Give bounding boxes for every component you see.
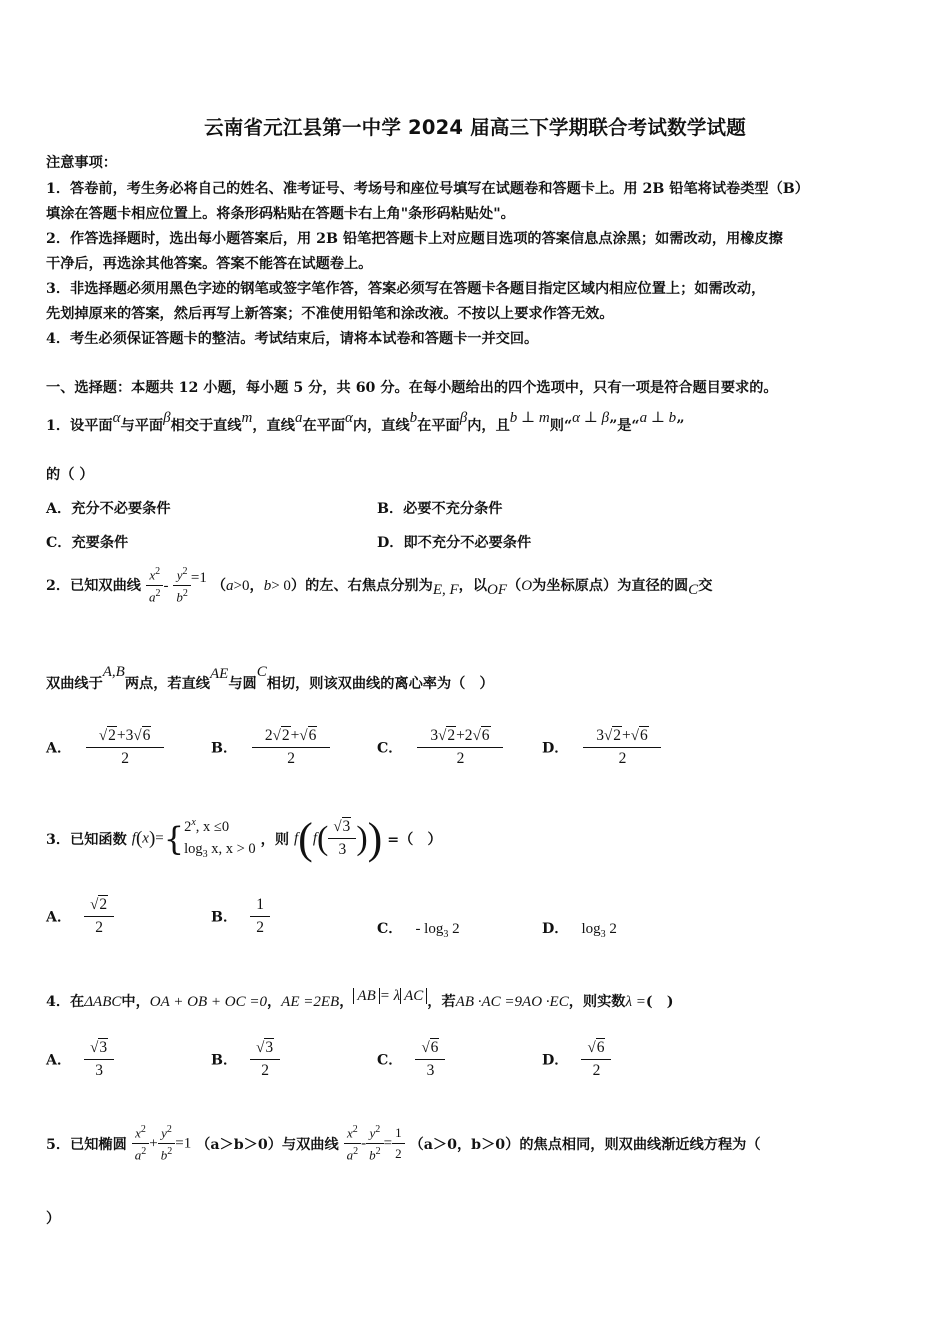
q2-option-label: B．: [211, 740, 238, 757]
q4-text: ，则实数: [568, 994, 626, 1010]
q5-eq: =1: [175, 1135, 192, 1152]
page-title: 云南省元江县第一中学 2024 届高三下学期联合考试数学试题: [204, 116, 746, 139]
q4-abs-ac: AC: [400, 988, 427, 1004]
q4-option-a[interactable]: [46, 1039, 114, 1080]
q2-gt0: > 0: [271, 577, 291, 594]
q3-option-a-frac: $\frac{√2}{2}$: [84, 896, 114, 937]
q1-text: 相交于直线: [170, 418, 242, 434]
q1-text: 与平面: [120, 418, 164, 434]
q2-option-c-frac: $\frac{3√2+2√6}{2}$: [417, 727, 503, 768]
q3-option-label: A．: [46, 909, 72, 926]
question-4-stem: [46, 988, 673, 1011]
q4-text: ，: [266, 994, 282, 1010]
q5-plus: +: [149, 1135, 158, 1152]
q2-AE: AE: [209, 666, 229, 682]
q5-text: （a＞0，b＞0）的焦点相同，则双曲线渐近线方程为（: [409, 1136, 761, 1153]
q3-text: ，则: [260, 831, 290, 848]
q4-triangle: ΔABC: [84, 994, 122, 1010]
question-5-stem: [46, 1124, 761, 1164]
q2-text: 2．已知双曲线: [46, 577, 141, 594]
q2-frac-y: $\frac{y^2}{b^2}$: [173, 566, 191, 606]
q4-text: 4．在: [46, 994, 85, 1010]
q3-option-d-value: $\log_3 2$: [581, 921, 617, 940]
q1-text: ，直线: [252, 418, 295, 434]
q1-text: 1．设平面: [46, 418, 113, 434]
q3-option-d[interactable]: [542, 918, 617, 940]
q3-option-label: B．: [211, 909, 238, 926]
q2-option-b-frac: $\frac{2√2+√6}{2}$: [252, 727, 330, 768]
q2-a: a: [226, 577, 234, 594]
q1-beta: β: [459, 410, 468, 426]
q1-option-c[interactable]: C．充要条件: [46, 535, 129, 551]
q4-vector-sum: OA + OB + OC =0: [149, 994, 267, 1010]
q2-y: y: [176, 567, 183, 583]
q1-option-a[interactable]: A．充分不必要条件: [46, 501, 171, 517]
q4-option-label: B．: [211, 1052, 238, 1069]
q2-minus: -: [163, 577, 169, 594]
q1-text: 则“: [549, 418, 573, 434]
q2-text: 与圆: [228, 676, 257, 692]
q5-half: $\frac{1}{2}$: [392, 1125, 405, 1162]
q2-x: x: [149, 567, 156, 583]
q2-option-d[interactable]: [542, 727, 661, 768]
notice-line-2a: 2．作答选择题时，选出每小题答案后，用 2B 铅笔把答题卡上对应题目选项的答案信息点涂黑；如需改动，用橡皮擦: [46, 231, 783, 247]
q2-option-label: D．: [542, 740, 569, 757]
q4-option-c-frac: $\frac{√6}{3}$: [415, 1039, 445, 1080]
q2-E: E: [432, 581, 442, 598]
q2-stem-line2: [46, 664, 494, 693]
q2-gt0: >0: [233, 577, 250, 594]
q2-text: 双曲线于: [46, 676, 103, 692]
q4-option-d[interactable]: [542, 1039, 611, 1080]
question-2-stem: 2．已知双曲线 $\frac{x^2}{a^2}$ - $\frac{y^2}{b^2}$ =1 （a>0，b> 0）的左、右焦点分别为E, F，以OF（O为坐标原点）为直径的圆C交: [46, 566, 713, 605]
q2-F: F: [449, 581, 459, 598]
q3-option-label: D．: [542, 921, 569, 937]
q1-beta: β: [163, 410, 171, 426]
notice-heading: 注意事项：: [46, 155, 117, 171]
q3-option-b[interactable]: [211, 896, 270, 937]
notice-line-3b: 先划掉原来的答案，然后再写上新答案；不准使用铅笔和涂改液。不按以上要求作答无效。: [46, 306, 614, 322]
q2-text: 两点，若直线: [124, 676, 210, 692]
q4-option-label: C．: [377, 1052, 403, 1069]
q4-lambda: = λ: [379, 988, 401, 1004]
q1-stem-end: 的（ ）: [46, 467, 94, 483]
q1-a-perp-b: a ⊥ b: [639, 410, 677, 426]
q1-b-perp-m: b ⊥ m: [509, 410, 550, 426]
q3-option-c-value: - $\log_3 2$: [415, 921, 460, 940]
q2-AB: A,B: [102, 664, 125, 680]
q3-frac: $\frac{√3}{3}$: [328, 818, 356, 859]
q1-alpha: α: [345, 410, 353, 426]
q4-text: 中，: [121, 994, 150, 1010]
q1-b: b: [409, 410, 418, 426]
q3-x: x: [142, 830, 149, 847]
q4-option-c[interactable]: [377, 1039, 445, 1080]
q2-option-c[interactable]: [377, 727, 503, 768]
q4-option-d-frac: $\frac{√6}{2}$: [581, 1039, 611, 1080]
q5-hyperbola-frac-y: $\frac{y^2}{b^2}$: [366, 1124, 384, 1164]
notice-line-4: 4．考生必须保证答题卡的整洁。考试结束后，请将本试卷和答题卡一并交回。: [46, 331, 539, 347]
q2-eq: =1: [190, 569, 207, 586]
q5-ellipse-frac-x: $\frac{x^2}{a^2}$: [132, 1124, 150, 1164]
q2-a: a: [148, 589, 156, 605]
q4-option-b-frac: $\frac{√3}{2}$: [250, 1039, 280, 1080]
q1-option-d[interactable]: D．即不充分不必要条件: [377, 535, 532, 551]
q5-text: （a＞b＞0）与双曲线: [196, 1136, 339, 1153]
q3-option-a[interactable]: [46, 896, 114, 937]
q4-option-a-frac: $\frac{√3}{3}$: [84, 1039, 114, 1080]
q3-eq: =: [155, 830, 164, 847]
q4-dot-product: AB ·AC =9AO ·EC: [455, 994, 569, 1010]
q2-option-b[interactable]: [211, 727, 330, 768]
q1-text: ”是“: [609, 418, 640, 434]
q3-f: f: [312, 830, 317, 847]
q4-text: ，若: [427, 994, 456, 1010]
q2-option-d-frac: $\frac{3√2+√6}{2}$: [583, 727, 661, 768]
q1-text: 在平面: [417, 418, 460, 434]
q3-option-label: C．: [377, 921, 403, 937]
q5-eq: =: [383, 1135, 393, 1152]
q2-option-a[interactable]: [46, 727, 164, 768]
q2-text: （: [211, 577, 227, 594]
q2-OF: OF: [487, 581, 508, 598]
notice-line-1a: 1．答卷前，考生务必将自己的姓名、准考证号、考场号和座位号填写在试题卷和答题卡上。用 2B 铅笔将试卷类型（B）: [46, 181, 809, 197]
q2-b: b: [263, 577, 272, 594]
q4-option-label: D．: [542, 1052, 569, 1069]
q4-abs-ab: AB: [353, 988, 379, 1004]
q3-option-b-frac: $\frac{1}{2}$: [250, 896, 270, 937]
q1-alpha: α: [112, 410, 121, 426]
notice-line-3a: 3．非选择题必须用黑色字迹的钢笔或签字笔作答，答案必须写在答题卡各题目指定区域内相应位置上；如需改动，: [46, 281, 766, 297]
q1-text: 内，且: [467, 418, 510, 434]
q1-m: m: [241, 410, 253, 426]
q2-O: O: [521, 577, 533, 594]
q1-a: a: [294, 410, 303, 426]
q2-C: C: [688, 581, 699, 598]
q4-text: ( ): [645, 994, 674, 1010]
q4-option-b[interactable]: [211, 1039, 280, 1080]
q5-text: 5．已知椭圆: [46, 1136, 127, 1153]
q2-option-label: C．: [377, 740, 403, 757]
q3-option-c[interactable]: [377, 918, 460, 940]
notice-line-2b: 干净后，再选涂其他答案。答案不能答在试题卷上。: [46, 256, 373, 272]
q4-ae: AE =2EB: [281, 994, 340, 1010]
q2-text: 交: [698, 577, 713, 594]
q2-text: ，以: [458, 577, 488, 594]
q3-text: =（ ）: [387, 831, 442, 848]
q2-frac-x: $\frac{x^2}{a^2}$: [146, 566, 164, 606]
q2-text: 为坐标原点）为直径的圆: [532, 577, 689, 594]
q2-C: C: [256, 664, 267, 680]
q3-text: 3．已知函数: [46, 831, 127, 848]
q5-close-paren: ）: [46, 1211, 61, 1227]
q3-f: f: [131, 830, 136, 847]
q2-text: ，: [249, 577, 264, 594]
q1-alpha-perp-beta: α ⊥ β: [572, 410, 610, 426]
q2-b: b: [176, 589, 183, 605]
notice-line-1b: 填涂在答题卡相应位置上。将条形码粘贴在答题卡右上角"条形码粘贴处"。: [46, 206, 515, 222]
q5-hyperbola-frac-x: $\frac{x^2}{a^2}$: [344, 1124, 362, 1164]
q1-text: ”: [676, 418, 685, 434]
section-heading: 一、选择题：本题共 12 小题，每小题 5 分，共 60 分。在每小题给出的四个选项中，只有一项是符合题目要求的。: [46, 380, 778, 396]
q3-piecewise: 2$^x$, x ≤0 $\log_3 x$, x > 0: [184, 817, 256, 860]
question-3-stem: 3．已知函数 f(x)={ 2$^x$, x ≤0 $\log_3 x$, x > 0 ，则 f(f( $\frac{√3}{3}$ )) =（ ）: [46, 812, 442, 866]
q2-option-a-frac: $\frac{√2+3√6}{2}$: [86, 727, 164, 768]
q5-minus: -: [361, 1135, 367, 1152]
q5-ellipse-frac-y: $\frac{y^2}{b^2}$: [158, 1124, 176, 1164]
q2-text: 相切，则该双曲线的离心率为（ ）: [266, 676, 494, 692]
question-1-stem: [46, 408, 684, 435]
q1-option-b[interactable]: B．必要不充分条件: [377, 501, 503, 517]
q2-option-label: A．: [46, 740, 72, 757]
q1-text: 内，直线: [352, 418, 410, 434]
q4-text: ，: [339, 994, 354, 1010]
q1-text: 在平面: [302, 418, 346, 434]
q4-lambda-eq: λ =: [625, 994, 646, 1010]
q2-text: （: [507, 577, 522, 594]
q3-f: f: [293, 830, 299, 847]
q2-text: ）的左、右焦点分别为: [290, 577, 433, 594]
q4-option-label: A．: [46, 1052, 72, 1069]
